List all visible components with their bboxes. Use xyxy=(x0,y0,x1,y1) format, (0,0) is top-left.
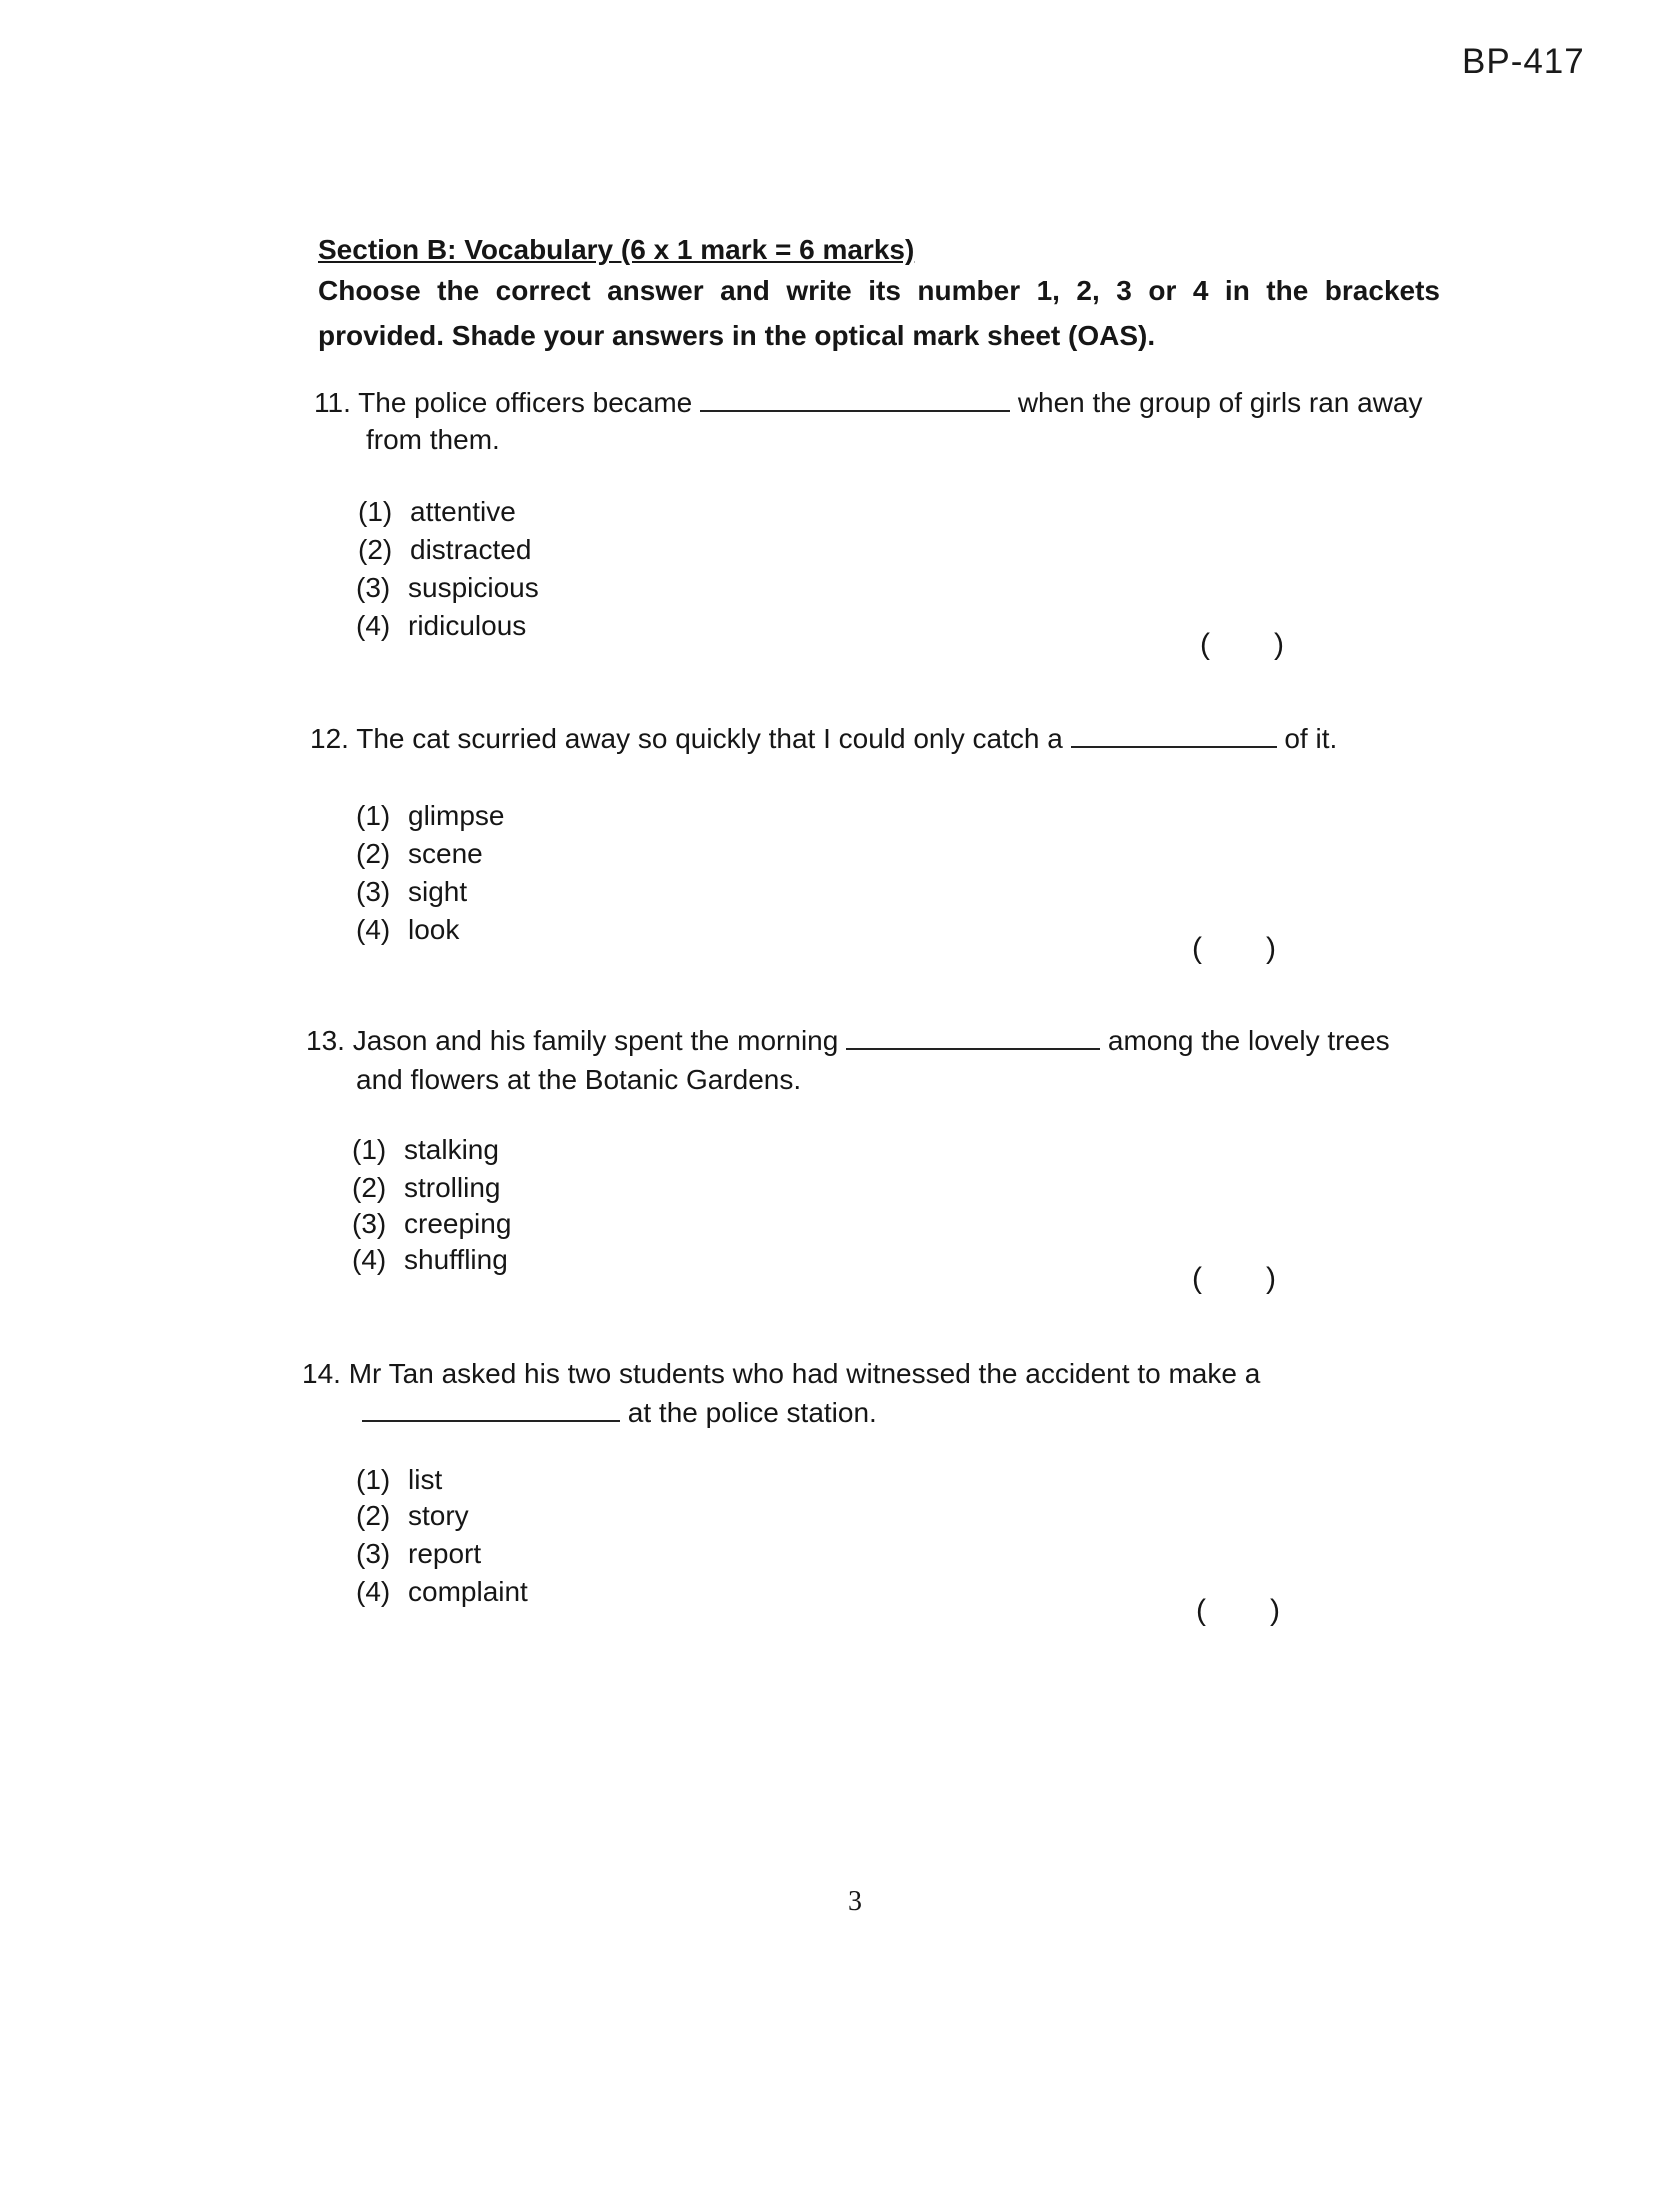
answer-bracket[interactable]: ( ) xyxy=(1196,1594,1280,1627)
option-text: attentive xyxy=(410,496,516,527)
option-number: (1) xyxy=(352,1134,387,1165)
question-number: 14. xyxy=(302,1358,341,1389)
question-text: Mr Tan asked his two students who had witnessed the accident to make a xyxy=(348,1358,1261,1389)
answer-bracket[interactable]: ( ) xyxy=(1192,1262,1276,1295)
option-number: (3) xyxy=(356,876,391,907)
option-number: (1) xyxy=(356,1464,391,1495)
section-heading: Section B: Vocabulary (6 x 1 mark = 6 marks) xyxy=(318,234,915,265)
answer-blank xyxy=(362,1396,620,1422)
answer-blank xyxy=(1071,722,1277,748)
option-number: (4) xyxy=(356,610,391,641)
option-4 xyxy=(352,1244,508,1276)
option-text: scene xyxy=(408,838,483,869)
option-2 xyxy=(358,534,531,566)
option-4 xyxy=(356,610,526,642)
page-code: BP-417 xyxy=(1462,42,1585,81)
option-text: shuffling xyxy=(404,1244,508,1275)
question-13-line-2: and flowers at the Botanic Gardens. xyxy=(356,1064,802,1095)
section-instructions: Choose the correct answer and write its number 1, 2, 3 or 4 in the brackets provided. Shade your answers in the optical mark sheet (OAS). xyxy=(318,275,1440,351)
option-text: distracted xyxy=(410,534,532,565)
question-number: 12. xyxy=(310,723,349,754)
option-4 xyxy=(356,1576,528,1608)
option-text: stalking xyxy=(404,1134,499,1165)
option-text: complaint xyxy=(408,1576,528,1607)
option-3 xyxy=(356,572,539,604)
answer-blank xyxy=(700,386,1010,412)
question-text: The cat scurried away so quickly that I could only catch a xyxy=(356,723,1063,754)
answer-bracket[interactable]: ( ) xyxy=(1192,932,1276,965)
question-text: Jason and his family spent the morning xyxy=(352,1025,839,1056)
option-number: (3) xyxy=(356,572,391,603)
option-number: (2) xyxy=(352,1172,387,1203)
option-number: (2) xyxy=(356,838,391,869)
question-text: among the lovely trees xyxy=(1107,1025,1390,1056)
option-3 xyxy=(352,1208,511,1240)
option-number: (4) xyxy=(352,1244,387,1275)
option-text: story xyxy=(408,1500,469,1531)
question-text: The police officers became xyxy=(358,387,693,418)
question-14-line-1 xyxy=(302,1358,1260,1390)
option-number: (4) xyxy=(356,1576,391,1607)
option-number: (1) xyxy=(356,800,391,831)
option-1 xyxy=(352,1134,499,1166)
question-number: 13. xyxy=(306,1025,345,1056)
question-11-line-2: from them. xyxy=(366,424,500,455)
option-3 xyxy=(356,876,467,908)
option-3 xyxy=(356,1538,481,1570)
question-text: when the group of girls ran away xyxy=(1017,387,1423,418)
option-text: creeping xyxy=(404,1208,512,1239)
option-4 xyxy=(356,914,459,946)
option-text: glimpse xyxy=(408,800,505,831)
option-number: (1) xyxy=(358,496,393,527)
option-number: (3) xyxy=(356,1538,391,1569)
option-text: ridiculous xyxy=(408,610,527,641)
option-1 xyxy=(358,496,516,528)
option-1 xyxy=(356,800,504,832)
option-2 xyxy=(352,1172,500,1204)
option-number: (4) xyxy=(356,914,391,945)
option-text: strolling xyxy=(404,1172,501,1203)
question-13-line-1 xyxy=(306,1024,1390,1057)
answer-blank xyxy=(846,1024,1100,1050)
option-text: report xyxy=(408,1538,482,1569)
question-text: of it. xyxy=(1284,723,1338,754)
question-11-line-1 xyxy=(314,386,1423,419)
option-text: look xyxy=(408,914,460,945)
question-number: 11. xyxy=(314,387,351,418)
option-2 xyxy=(356,838,483,870)
question-14-line-2 xyxy=(362,1396,877,1429)
page-number: 3 xyxy=(848,1886,862,1917)
option-2 xyxy=(356,1500,469,1532)
option-number: (2) xyxy=(358,534,393,565)
option-number: (2) xyxy=(356,1500,391,1531)
option-1 xyxy=(356,1464,442,1496)
question-12-line-1 xyxy=(310,722,1337,755)
answer-bracket[interactable]: ( ) xyxy=(1200,628,1284,661)
option-number: (3) xyxy=(352,1208,387,1239)
option-text: suspicious xyxy=(408,572,539,603)
option-text: sight xyxy=(408,876,468,907)
option-text: list xyxy=(408,1464,443,1495)
question-text: at the police station. xyxy=(627,1397,877,1428)
